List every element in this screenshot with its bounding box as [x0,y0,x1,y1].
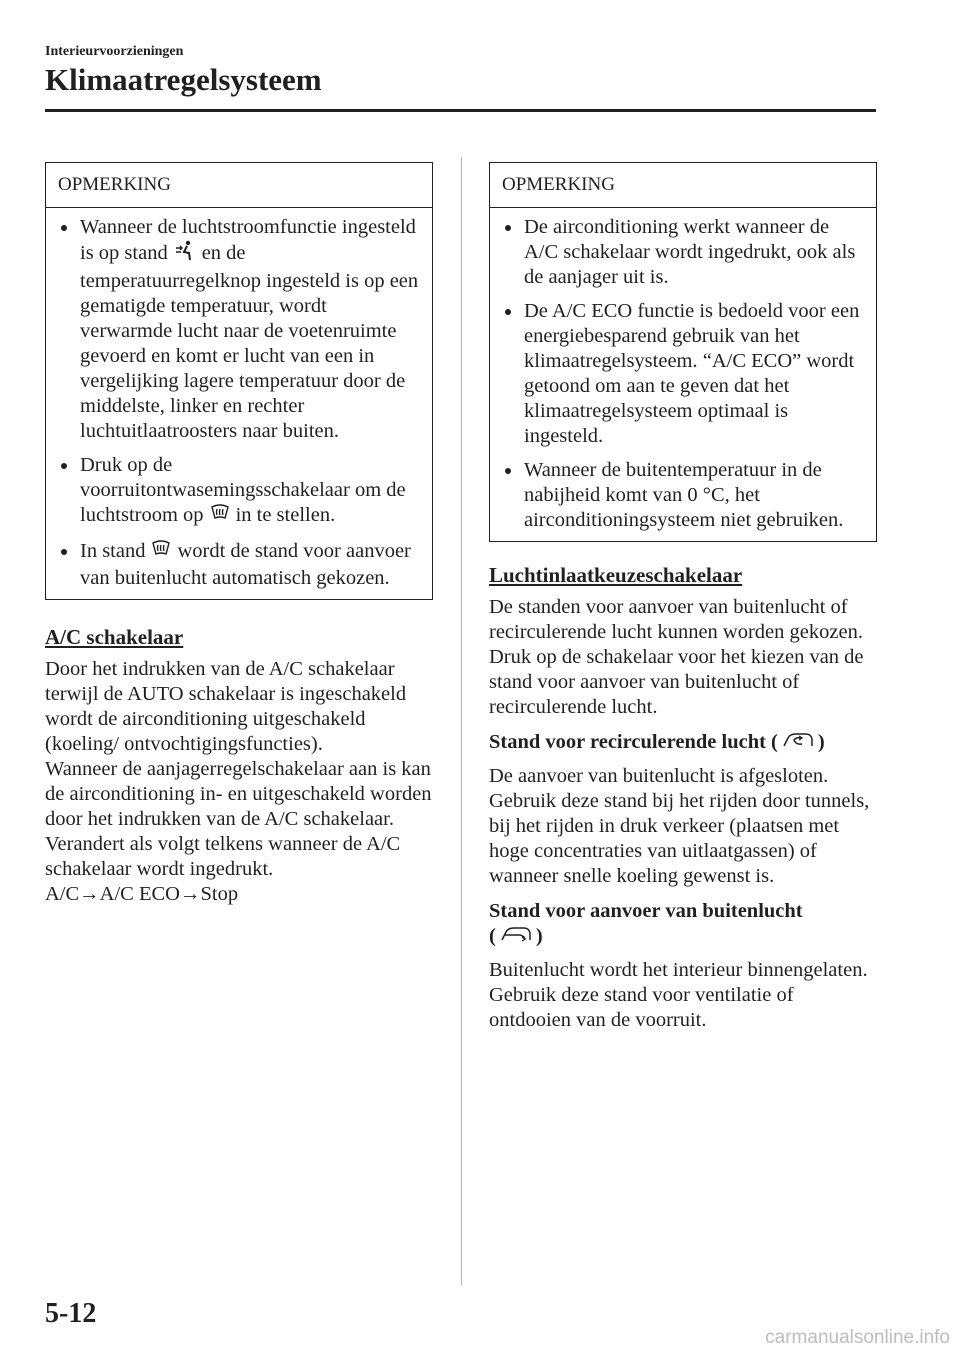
note-item: De A/C ECO functie is bedoeld voor een energiebesparend gebruik van het klimaatregelsysteem. “A/C ECO” wordt getoond om aan te geven dat het klimaatregelsysteem optimaal is ingesteld. [502,299,864,449]
windshield-defrost-icon [151,539,171,566]
right-column [489,162,877,1033]
mode-sequence: A/C→A/C ECO→Stop [45,883,239,905]
note-item [58,539,420,591]
note-box-right [489,162,877,542]
note-item [58,215,420,444]
note-title: OPMERKING [490,163,876,208]
subheading-text: ( [489,924,496,947]
note-item [58,453,420,530]
page-number: 5-12 [45,1298,97,1329]
paragraph: Verandert als volgt telkens wanneer de A/C schakelaar wordt ingedrukt. [45,833,401,880]
subheading-fresh-air [489,899,877,950]
left-column [45,162,433,907]
section-label: Interieurvoorzieningen [45,44,184,59]
paragraph: Buitenlucht wordt het interieur binnengelaten. Gebruik deze stand voor ventilatie of ontdooien van de voorruit. [489,958,868,1031]
title-rule [45,109,876,112]
subheading-text: Stand voor recirculerende lucht ( [489,731,778,753]
note-item: De airconditioning werkt wanneer de A/C schakelaar wordt ingedrukt, ook als de aanjager uit is. [502,215,864,290]
watermark: carmanualsonline.info [765,1327,950,1348]
paragraph: De aanvoer van buitenlucht is afgesloten. Gebruik deze stand bij het rijden door tunnels, bij het rijden in druk verkeer (plaatsen met hoge concentraties van uitlaatgassen) of wanneer snelle koeling gewenst is. [489,764,870,887]
subheading-recirculation [489,730,877,756]
section-heading-ac: A/C schakelaar [45,625,184,649]
note-list [46,208,432,599]
page-title: Klimaatregelsysteem [45,62,322,97]
note-box-left [45,162,433,600]
subheading-text: ) [535,924,543,947]
bilevel-airflow-icon [174,240,196,269]
note-list [490,208,876,541]
section-heading-intake: Luchtinlaatkeuzeschakelaar [489,563,743,587]
note-text: in te stellen. [235,504,336,527]
subheading-text: Stand voor aanvoer van buitenlucht [489,899,803,922]
paragraph: Door het indrukken van de A/C schakelaar terwijl de AUTO schakelaar is ingeschakeld wordt de airconditioning uitgeschakeld (koeling/ ontvochtigingsfuncties). [45,658,407,755]
paragraph: Wanneer de aanjagerregelschakelaar aan is kan de airconditioning in- en uitgeschakeld worden door het indrukken van de A/C schakelaar. [45,758,432,830]
windshield-defrost-icon [210,503,230,530]
note-text: wordt de stand voor aanvoer van buitenlucht automatisch gekozen. [80,540,411,589]
note-text: Wanneer de luchtstroomfunctie ingesteld is op stand [80,216,416,265]
fresh-air-icon [500,925,532,950]
paragraph: De standen voor aanvoer van buitenlucht of recirculerende lucht kunnen worden gekozen. Druk op de schakelaar voor het kiezen van de stand voor aanvoer van buitenlucht of recirculerende lucht. [489,596,864,718]
note-item: Wanneer de buitentemperatuur in de nabijheid komt van 0 °C, het airconditioningsysteem niet gebruiken. [502,458,864,533]
column-divider [461,157,462,1285]
note-title: OPMERKING [46,163,432,208]
subheading-text: ) [817,731,825,753]
note-text: en de temperatuurregelknop ingesteld is op een gematigde temperatuur, wordt verwarmde lucht naar de voetenruimte gevoerd en komt er lucht van een in vergelijking lagere temperatuur door de middelste, linker en rechter luchtuitlaatroosters naar buiten. [80,242,419,442]
note-text: In stand [80,540,146,563]
note-text: Druk op de voorruitontwasemingsschakelaar om de luchtstroom op [80,454,406,527]
recirculation-icon [782,731,814,756]
